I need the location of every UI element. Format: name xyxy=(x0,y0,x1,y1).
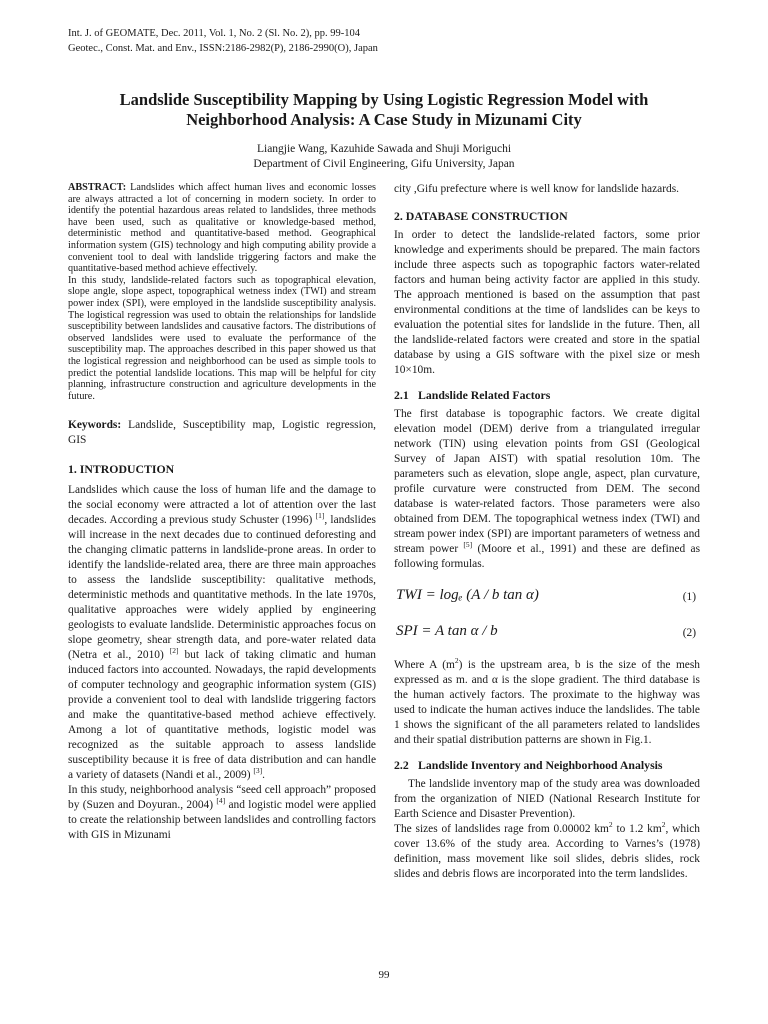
left-column xyxy=(68,182,376,843)
abstract-text-1: Landslides which affect human lives and economic losses are always attracted a lot of concerning in modern society. In order to identify the potential hazardous areas related to landslides, three methods have been used, such as qualitative or knowledge-based method, deterministic method and quantitative-based method. Geographical information system (GIS) technology and high computing ability provide a convenient tool to deal with landslide triggering factors and make the quantitative-based method achieve effectively. xyxy=(68,182,376,275)
citation-5: [5] xyxy=(463,540,473,550)
running-head xyxy=(68,26,378,56)
keywords-label: Keywords: xyxy=(68,419,122,432)
equation-1-expression: TWI = logₑ (A / b tan α) xyxy=(396,587,539,603)
citation-3: [3] xyxy=(253,766,263,776)
inventory-paragraph-2 xyxy=(394,822,700,882)
factors-text-2: (Moore et al., 1991) and these are defined as following formulas. xyxy=(394,543,700,570)
title-line-2: Neighborhood Analysis: A Case Study in Mizunami City xyxy=(186,110,582,129)
superscript-km2-a: 2 xyxy=(608,820,613,830)
intro-paragraph-1 xyxy=(68,483,376,783)
equation-2-expression: SPI = A tan α / b xyxy=(396,623,498,639)
abstract xyxy=(68,182,376,402)
intro-text-3: but lack of taking climatic and human induced factors into accounted. Nowadays, the rapid developments of computer technology and geographic information system (GIS) provide a convenient tool to deal with landslide triggering factors and make the quantitative-based method achieve effectively. Among a lot of quantitative methods, logistic model was recognized as the suitable approach to assess landslide susceptibility because it is free of data distribution and can handle a variety of datasets (Nandi et al., 2009) xyxy=(68,649,376,782)
equation-1 xyxy=(394,584,700,614)
subsection-title-2-1: Landslide Related Factors xyxy=(418,388,551,402)
superscript-km2-b: 2 xyxy=(661,820,666,830)
equation-2 xyxy=(394,620,700,650)
factors-text-3: Where A (m xyxy=(394,659,455,671)
keywords xyxy=(68,418,376,448)
factors-text-4: ) is the upstream area, b is the size of the mesh expressed as m. and α is the slope gradient. The third database is the human actively factors. The proximate to the highway was used to indicate the human actives induce the landslides. The table 1 shows the significant of the all parameters related to landslides and their spatial distribution patterns are shown in Fig.1. xyxy=(394,659,700,746)
inventory-text-2: to 1.2 km xyxy=(612,823,662,835)
journal-issn: Geotec., Const. Mat. and Env., ISSN:2186-2982(P), 2186-2990(O), Japan xyxy=(68,43,378,54)
intro-text-5: In this study, neighborhood analysis “seed cell approach” proposed by (Suzen and Doyuran., 2004) xyxy=(68,784,376,812)
subsection-heading-factors xyxy=(394,388,700,403)
author-affiliation: Department of Civil Engineering, Gifu University, Japan xyxy=(253,158,515,170)
intro-continuation: city ,Gifu prefecture where is well know for landslide hazards. xyxy=(394,183,679,195)
journal-citation: Int. J. of GEOMATE, Dec. 2011, Vol. 1, No. 2 (Sl. No. 2), pp. 99-104 xyxy=(68,28,361,39)
subsection-number-2-2: 2.2 xyxy=(394,758,409,772)
inventory-text-3: , which cover 13.6% of the study area. According to Varnes’s (1978) definition, mass movement like soil slides, debris slides, rock slides and debris flows are incorporated into the term landslides. xyxy=(394,823,700,880)
section-heading-database: 2. DATABASE CONSTRUCTION xyxy=(394,209,568,223)
intro-text-1: Landslides which cause the loss of human life and the damage to the social economy were attracted a lot of attention over the last decades. According a previous study Schuster (1996) xyxy=(68,484,376,527)
abstract-label: ABSTRACT: xyxy=(68,182,127,193)
title-line-1: Landslide Susceptibility Mapping by Using Logistic Regression Model with xyxy=(119,90,649,109)
citation-2: [2] xyxy=(169,646,179,656)
author-block xyxy=(60,142,708,172)
intro-text-4: . xyxy=(262,769,265,782)
citation-4: [4] xyxy=(216,796,226,806)
factors-paragraph-1 xyxy=(394,407,700,572)
equation-1-number: (1) xyxy=(682,591,696,603)
page-number: 99 xyxy=(378,969,390,981)
factors-text-1: The first database is topographic factors. We create digital elevation model (DEM) derive from a triangulated irregular network (TIN) using elevation points from GSI (Geological Survey of Japan AIST) with spatial resolution 10m. The parameters such as elevation, slope angle, aspect, plan curvature, profile curvature were constructed from DEM. The second database is water-related factors. Those parameters were also obtained from DEM. The topographical wetness index (TWI) and stream power index (SPI) are important parameters of wetness and stream power xyxy=(394,408,700,555)
abstract-paragraph-2: In this study, landslide-related factors such as topographical elevation, slope angle, slope aspect, topographical wetness index (TWI) and stream power index (SPI), were employed in the landslide susceptibility analysis. The logistical regression was used to obtain the relationships for landslide susceptibility between landslides and causative factors. The distributions of observed landslides were used to evaluate the performance of the susceptibility map. The approaches described in this paper showed us that the logistical regression and neighborhood can be used as simple tools to predict the potential landslide locations. This map will be helpful for city planning, infrastructure construction and agriculture developments in the future. xyxy=(68,274,376,402)
intro-text-6: and logistic model were applied to create the relationship between landslides and controlling factors with GIS in Mizunami xyxy=(68,799,376,842)
section-heading-introduction: 1. INTRODUCTION xyxy=(68,462,175,477)
intro-text-2: , landslides will increase in the next decades due to continued deforesting and the changing climatic patterns in landslide-prone areas. In order to identify the landslide-related area, there are three main approaches to assess the landslide susceptibility: qualitative methods, deterministic methods and quantitative methods. In the late 1970s, qualitative approaches were widely applied by engineering geologists to evaluate landslide. Deterministic approaches focus on slope geometry, shear strength data, and pore-water related data (Netra et al., 2010) xyxy=(68,514,376,662)
paper-title xyxy=(60,90,708,130)
keywords-text: Landslide, Susceptibility map, Logistic regression, GIS xyxy=(68,419,376,447)
equation-2-number: (2) xyxy=(682,627,696,639)
database-paragraph: In order to detect the landslide-related factors, some prior knowledge and experiments should be prepared. The main factors include three aspects such as topographic factors water-related factors and human being activity factor are applied in this study. The approach mentioned is based on the assumption that past environmental conditions at the time of landslides can be keys to evaluation the potential sites for landslide in the future. Then, all the landslide-related factors were created and store in the spatial database by using a GIS software with the pixel size or mesh 10×10m. xyxy=(394,229,700,376)
inventory-text-1: The sizes of landslides rage from 0.00002 km xyxy=(394,823,609,835)
abstract-paragraph-1 xyxy=(68,182,376,275)
subsection-title-2-2: Landslide Inventory and Neighborhood Analysis xyxy=(418,758,663,772)
author-names: Liangjie Wang, Kazuhide Sawada and Shuji Moriguchi xyxy=(256,143,512,155)
citation-1: [1] xyxy=(315,511,325,521)
factors-paragraph-2 xyxy=(394,658,700,748)
superscript-m2: 2 xyxy=(454,656,459,666)
inventory-paragraph-1: The landslide inventory map of the study area was downloaded from the organization of NIED (National Research Institute for Earth Science and Disaster Prevention). xyxy=(394,778,700,820)
right-column xyxy=(394,182,700,882)
subsection-heading-inventory xyxy=(394,758,700,773)
subsection-number-2-1: 2.1 xyxy=(394,388,409,402)
intro-paragraph-2 xyxy=(68,783,376,843)
